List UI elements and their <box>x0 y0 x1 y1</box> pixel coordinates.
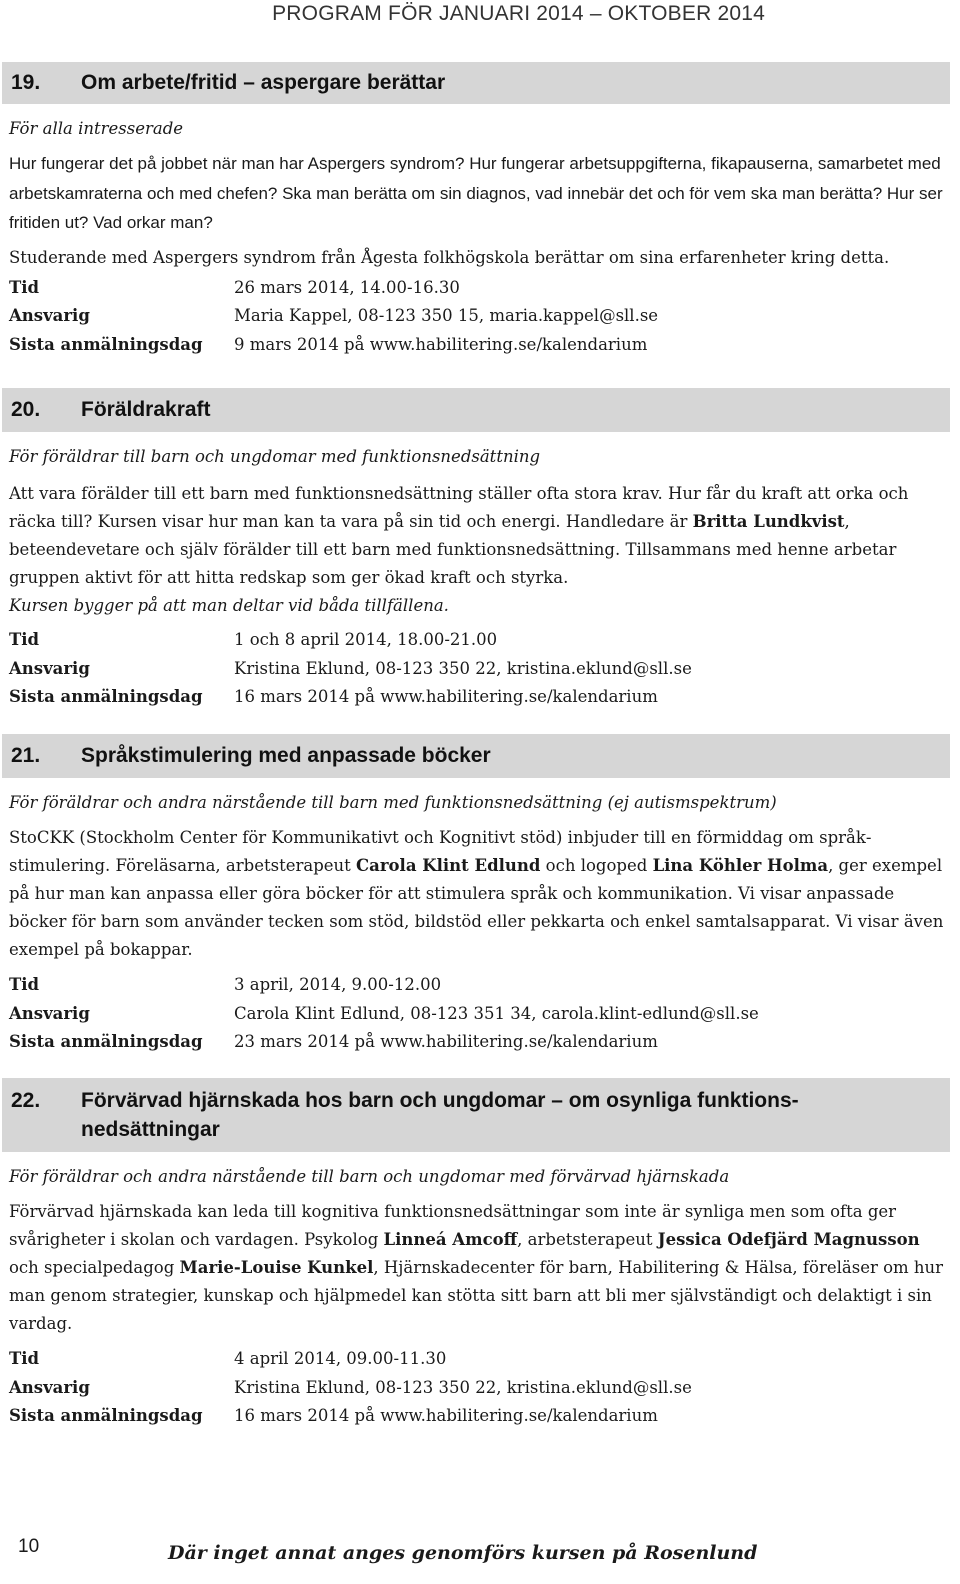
description-paragraph: Förvärvad hjärnskada kan leda till kognitiva funktionsnedsättningar som inte är synliga men som ofta ger svårigheter i skolan och vardagen. Psykolog Linneá Amcoff, arbetsterapeut Jessica Odefjärd Magnusson och specialpedagog Marie-Louise Kunkel, Hjärnskadecenter för barn, Habilitering & Hälsa, föreläser om hur man genom strategier, kunskap och hjälpmedel kan stötta sitt barn att bli mer självständigt och delaktigt i sin vardag. <box>9 1202 944 1333</box>
course-title-bar <box>2 388 950 432</box>
info-value: Carola Klint Edlund, 08-123 351 34, carola.klint-edlund@sll.se <box>234 1003 759 1023</box>
description-paragraph: Hur fungerar det på jobbet när man har Aspergers syndrom? Hur fungerar arbetsuppgifterna, fikapauserna, samarbetet med arbetskamraterna och med chefen? Ska man berätta om sin diagnos, vad innebär det och för vem ska man berätta? Hur ser fritiden ut? Vad orkar man? <box>9 154 943 232</box>
course-title: Språkstimulering med anpassade böcker <box>81 744 491 767</box>
info-row-time <box>9 626 960 655</box>
presenter-name: Linneá Amcoff <box>383 1230 518 1249</box>
description-paragraph: Att vara förälder till ett barn med funktionsnedsättning ställer ofta stora krav. Hur får du kraft att orka och räcka till? Kursen visar hur man kan ta vara på sin tid och energi. Handledare är Britta Lundkvist, beteendevetare och själv förälder till ett barn med funktionsnedsättning. Tillsammans med henne arbetar gruppen aktivt för att hitta redskap som ger ökad kraft och styrka. <box>9 484 909 587</box>
course-description <box>9 480 954 620</box>
info-label: Sista anmälningsdag <box>9 1406 203 1425</box>
info-value: 3 april, 2014, 9.00-12.00 <box>234 975 442 994</box>
course-19 <box>0 62 960 359</box>
course-description <box>9 1198 954 1338</box>
info-row-time <box>9 971 960 1000</box>
course-description-2 <box>9 244 954 272</box>
info-label: Tid <box>9 975 40 994</box>
footer-note: Där inget annat anges genomförs kursen på Rosenlund <box>168 1542 758 1564</box>
info-row-deadline <box>9 1402 960 1431</box>
info-label: Ansvarig <box>9 1377 90 1397</box>
course-info <box>9 971 960 1057</box>
course-description <box>9 149 954 238</box>
description-paragraph: Studerande med Aspergers syndrom från Ågesta folkhögskola berättar om sina erfarenheter kring detta. <box>9 247 890 267</box>
presenter-name: Carola Klint Edlund <box>356 856 541 875</box>
course-number: 21. <box>11 744 41 767</box>
page-header: PROGRAM FÖR JANUARI 2014 – OKTOBER 2014 <box>272 2 765 25</box>
info-row-contact <box>9 302 960 331</box>
info-label: Ansvarig <box>9 306 90 325</box>
info-label: Tid <box>9 277 40 297</box>
info-value: 23 mars 2014 på www.habilitering.se/kalendarium <box>234 1032 658 1051</box>
info-label: Tid <box>9 1349 40 1368</box>
description-paragraph: StoCKK (Stockholm Center för Kommunikativt och Kognitivt stöd) inbjuder till en förmiddag om språkstimulering. Föreläsarna, arbetsterapeut Carola Klint Edlund och logoped Lina Köhler Holma, ger exempel på hur man kan anpassa eller göra böcker för att stimulera språk och kommunikation. Vi visar anpassade böcker för barn som använder tecken som stöd, bildstöd eller pekkarta och enkel samtalsapparat. Vi visar även exempel på bokappar. <box>9 828 944 959</box>
course-audience: För alla intresserade <box>9 119 184 138</box>
info-value: Maria Kappel, 08-123 350 15, maria.kappel@sll.se <box>234 306 659 325</box>
info-row-contact <box>9 655 960 684</box>
course-22 <box>0 1078 960 1431</box>
info-value: 1 och 8 april 2014, 18.00-21.00 <box>234 630 498 649</box>
course-title-bar <box>2 62 950 104</box>
course-info <box>9 1345 960 1431</box>
course-title-bar <box>2 1078 950 1152</box>
course-title: Om arbete/fritid – aspergare berättar <box>81 71 446 94</box>
info-value: 9 mars 2014 på www.habilitering.se/kalendarium <box>234 334 648 354</box>
course-title: Förvärvad hjärnskada hos barn och ungdomar – om osynliga funktionsnedsättningar <box>81 1089 799 1141</box>
info-row-deadline <box>9 1028 960 1057</box>
info-row-time <box>9 1345 960 1374</box>
info-label: Sista anmälningsdag <box>9 687 203 706</box>
presenter-name: Marie-Louise Kunkel <box>179 1258 374 1277</box>
course-info <box>9 274 960 360</box>
info-label: Ansvarig <box>9 1003 90 1023</box>
info-row-deadline <box>9 683 960 712</box>
info-label: Sista anmälningsdag <box>9 334 203 354</box>
presenter-name: Jessica Odefjärd Magnusson <box>657 1230 920 1249</box>
description-note: Kursen bygger på att man deltar vid båda tillfällena. <box>9 596 449 615</box>
course-21 <box>0 734 960 1057</box>
course-number: 22. <box>11 1089 41 1112</box>
info-label: Tid <box>9 630 40 649</box>
course-audience: För föräldrar och andra närstående till barn med funktionsnedsättning (ej autismspektrum) <box>9 793 777 812</box>
course-20 <box>0 388 960 712</box>
course-audience: För föräldrar till barn och ungdomar med funktionsnedsättning <box>9 447 541 466</box>
info-label: Sista anmälningsdag <box>9 1032 203 1051</box>
info-value: 4 april 2014, 09.00-11.30 <box>234 1349 447 1368</box>
presenter-name: Britta Lundkvist <box>692 512 845 531</box>
course-number: 19. <box>11 71 41 94</box>
info-row-time <box>9 274 960 303</box>
info-value: 16 mars 2014 på www.habilitering.se/kalendarium <box>234 1406 658 1425</box>
info-row-deadline <box>9 331 960 360</box>
course-audience: För föräldrar och andra närstående till barn och ungdomar med förvärvad hjärnskada <box>9 1167 730 1186</box>
info-row-contact <box>9 1374 960 1403</box>
info-value: 26 mars 2014, 14.00-16.30 <box>234 277 460 297</box>
info-value: Kristina Eklund, 08-123 350 22, kristina.eklund@sll.se <box>234 658 692 678</box>
course-title: Föräldrakraft <box>81 398 211 421</box>
info-value: 16 mars 2014 på www.habilitering.se/kalendarium <box>234 687 658 706</box>
page-number: 10 <box>18 1536 40 1557</box>
info-row-contact <box>9 1000 960 1029</box>
course-title-bar <box>2 734 950 778</box>
course-info <box>9 626 960 712</box>
info-label: Ansvarig <box>9 658 90 678</box>
course-number: 20. <box>11 398 41 421</box>
course-description <box>9 824 954 964</box>
presenter-name: Lina Köhler Holma <box>652 856 829 875</box>
info-value: Kristina Eklund, 08-123 350 22, kristina.eklund@sll.se <box>234 1377 692 1397</box>
